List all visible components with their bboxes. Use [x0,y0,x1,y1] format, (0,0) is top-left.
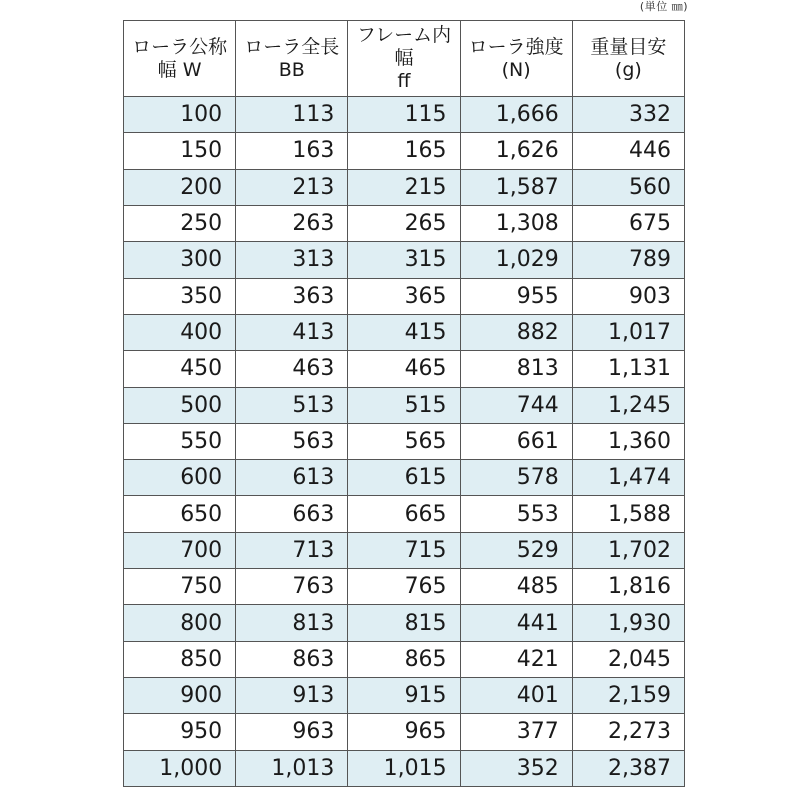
cell-nominal-width: 800 [124,605,236,641]
cell-roller-length: 263 [236,205,348,241]
cell-frame-inner-width: 415 [348,314,460,350]
cell-weight: 2,159 [572,678,684,714]
table-row [124,169,685,205]
cell-nominal-width: 950 [124,714,236,750]
cell-nominal-width: 450 [124,351,236,387]
cell-weight: 675 [572,205,684,241]
cell-roller-length: 763 [236,569,348,605]
cell-weight: 1,245 [572,387,684,423]
cell-weight: 1,702 [572,532,684,568]
table-row [124,714,685,750]
cell-nominal-width: 900 [124,678,236,714]
cell-frame-inner-width: 765 [348,569,460,605]
cell-roller-length: 413 [236,314,348,350]
header-nominal-width [124,21,236,97]
header-row [124,21,685,97]
cell-roller-strength: 1,587 [460,169,572,205]
cell-frame-inner-width: 565 [348,423,460,459]
cell-roller-strength: 352 [460,750,572,786]
table-row [124,314,685,350]
cell-weight: 1,360 [572,423,684,459]
table-row [124,496,685,532]
cell-nominal-width: 100 [124,97,236,133]
table-header [124,21,685,97]
table-row [124,242,685,278]
cell-frame-inner-width: 315 [348,242,460,278]
cell-roller-strength: 485 [460,569,572,605]
cell-weight: 2,273 [572,714,684,750]
cell-roller-length: 713 [236,532,348,568]
table-row [124,605,685,641]
cell-nominal-width: 850 [124,641,236,677]
table-row [124,750,685,786]
table-row [124,678,685,714]
table-body [124,97,685,787]
header-line: ff [397,70,411,92]
cell-nominal-width: 650 [124,496,236,532]
cell-roller-length: 563 [236,423,348,459]
header-line: 幅 W [157,58,202,81]
cell-weight: 332 [572,97,684,133]
cell-weight: 1,816 [572,569,684,605]
roller-spec-table [123,20,685,787]
table-row [124,423,685,459]
cell-frame-inner-width: 365 [348,278,460,314]
header-line: ローラ全長 [244,35,340,58]
cell-frame-inner-width: 515 [348,387,460,423]
cell-nominal-width: 700 [124,532,236,568]
cell-roller-strength: 661 [460,423,572,459]
cell-frame-inner-width: 265 [348,205,460,241]
cell-frame-inner-width: 615 [348,460,460,496]
cell-roller-strength: 1,308 [460,205,572,241]
cell-weight: 1,930 [572,605,684,641]
cell-roller-length: 613 [236,460,348,496]
cell-frame-inner-width: 165 [348,133,460,169]
cell-nominal-width: 400 [124,314,236,350]
table-row [124,351,685,387]
cell-roller-length: 113 [236,97,348,133]
table-row [124,641,685,677]
table-row [124,569,685,605]
cell-roller-strength: 421 [460,641,572,677]
cell-weight: 1,131 [572,351,684,387]
cell-roller-length: 463 [236,351,348,387]
header-line: ローラ強度 [468,35,564,58]
cell-roller-strength: 813 [460,351,572,387]
cell-frame-inner-width: 915 [348,678,460,714]
unit-note: (単位 ㎜) [639,0,688,13]
cell-roller-length: 1,013 [236,750,348,786]
header-line: フレーム内幅 [356,24,452,69]
cell-frame-inner-width: 1,015 [348,750,460,786]
cell-roller-strength: 578 [460,460,572,496]
cell-frame-inner-width: 665 [348,496,460,532]
cell-roller-strength: 882 [460,314,572,350]
cell-nominal-width: 300 [124,242,236,278]
cell-frame-inner-width: 865 [348,641,460,677]
header-weight [572,21,684,97]
cell-weight: 1,474 [572,460,684,496]
cell-frame-inner-width: 215 [348,169,460,205]
cell-roller-strength: 441 [460,605,572,641]
cell-roller-strength: 553 [460,496,572,532]
header-roller-strength [460,21,572,97]
cell-frame-inner-width: 965 [348,714,460,750]
cell-nominal-width: 500 [124,387,236,423]
cell-roller-length: 363 [236,278,348,314]
cell-roller-length: 663 [236,496,348,532]
cell-frame-inner-width: 715 [348,532,460,568]
cell-roller-length: 313 [236,242,348,278]
table-row [124,278,685,314]
cell-roller-length: 213 [236,169,348,205]
cell-roller-length: 163 [236,133,348,169]
cell-roller-strength: 1,626 [460,133,572,169]
cell-roller-strength: 955 [460,278,572,314]
table-row [124,532,685,568]
cell-weight: 1,017 [572,314,684,350]
header-line: (g) [614,58,642,81]
cell-nominal-width: 600 [124,460,236,496]
cell-frame-inner-width: 115 [348,97,460,133]
cell-weight: 560 [572,169,684,205]
cell-roller-strength: 1,029 [460,242,572,278]
cell-roller-strength: 401 [460,678,572,714]
header-line: BB [278,58,305,81]
cell-nominal-width: 750 [124,569,236,605]
header-frame-inner-width [348,21,460,97]
cell-roller-length: 963 [236,714,348,750]
cell-nominal-width: 250 [124,205,236,241]
cell-nominal-width: 200 [124,169,236,205]
cell-weight: 1,588 [572,496,684,532]
table-row [124,205,685,241]
cell-frame-inner-width: 465 [348,351,460,387]
cell-weight: 446 [572,133,684,169]
cell-roller-strength: 377 [460,714,572,750]
cell-roller-strength: 744 [460,387,572,423]
cell-weight: 2,045 [572,641,684,677]
cell-weight: 903 [572,278,684,314]
table-row [124,133,685,169]
cell-roller-strength: 1,666 [460,97,572,133]
header-roller-length [236,21,348,97]
table-row [124,460,685,496]
cell-nominal-width: 150 [124,133,236,169]
header-line: 重量目安 [590,35,667,58]
cell-roller-length: 863 [236,641,348,677]
cell-nominal-width: 550 [124,423,236,459]
cell-nominal-width: 350 [124,278,236,314]
cell-frame-inner-width: 815 [348,605,460,641]
cell-nominal-width: 1,000 [124,750,236,786]
table-row [124,387,685,423]
cell-roller-length: 813 [236,605,348,641]
cell-weight: 789 [572,242,684,278]
cell-roller-length: 913 [236,678,348,714]
cell-weight: 2,387 [572,750,684,786]
header-line: ローラ公称 [132,35,228,58]
cell-roller-length: 513 [236,387,348,423]
header-line: (N) [501,58,531,81]
cell-roller-strength: 529 [460,532,572,568]
table-row [124,97,685,133]
